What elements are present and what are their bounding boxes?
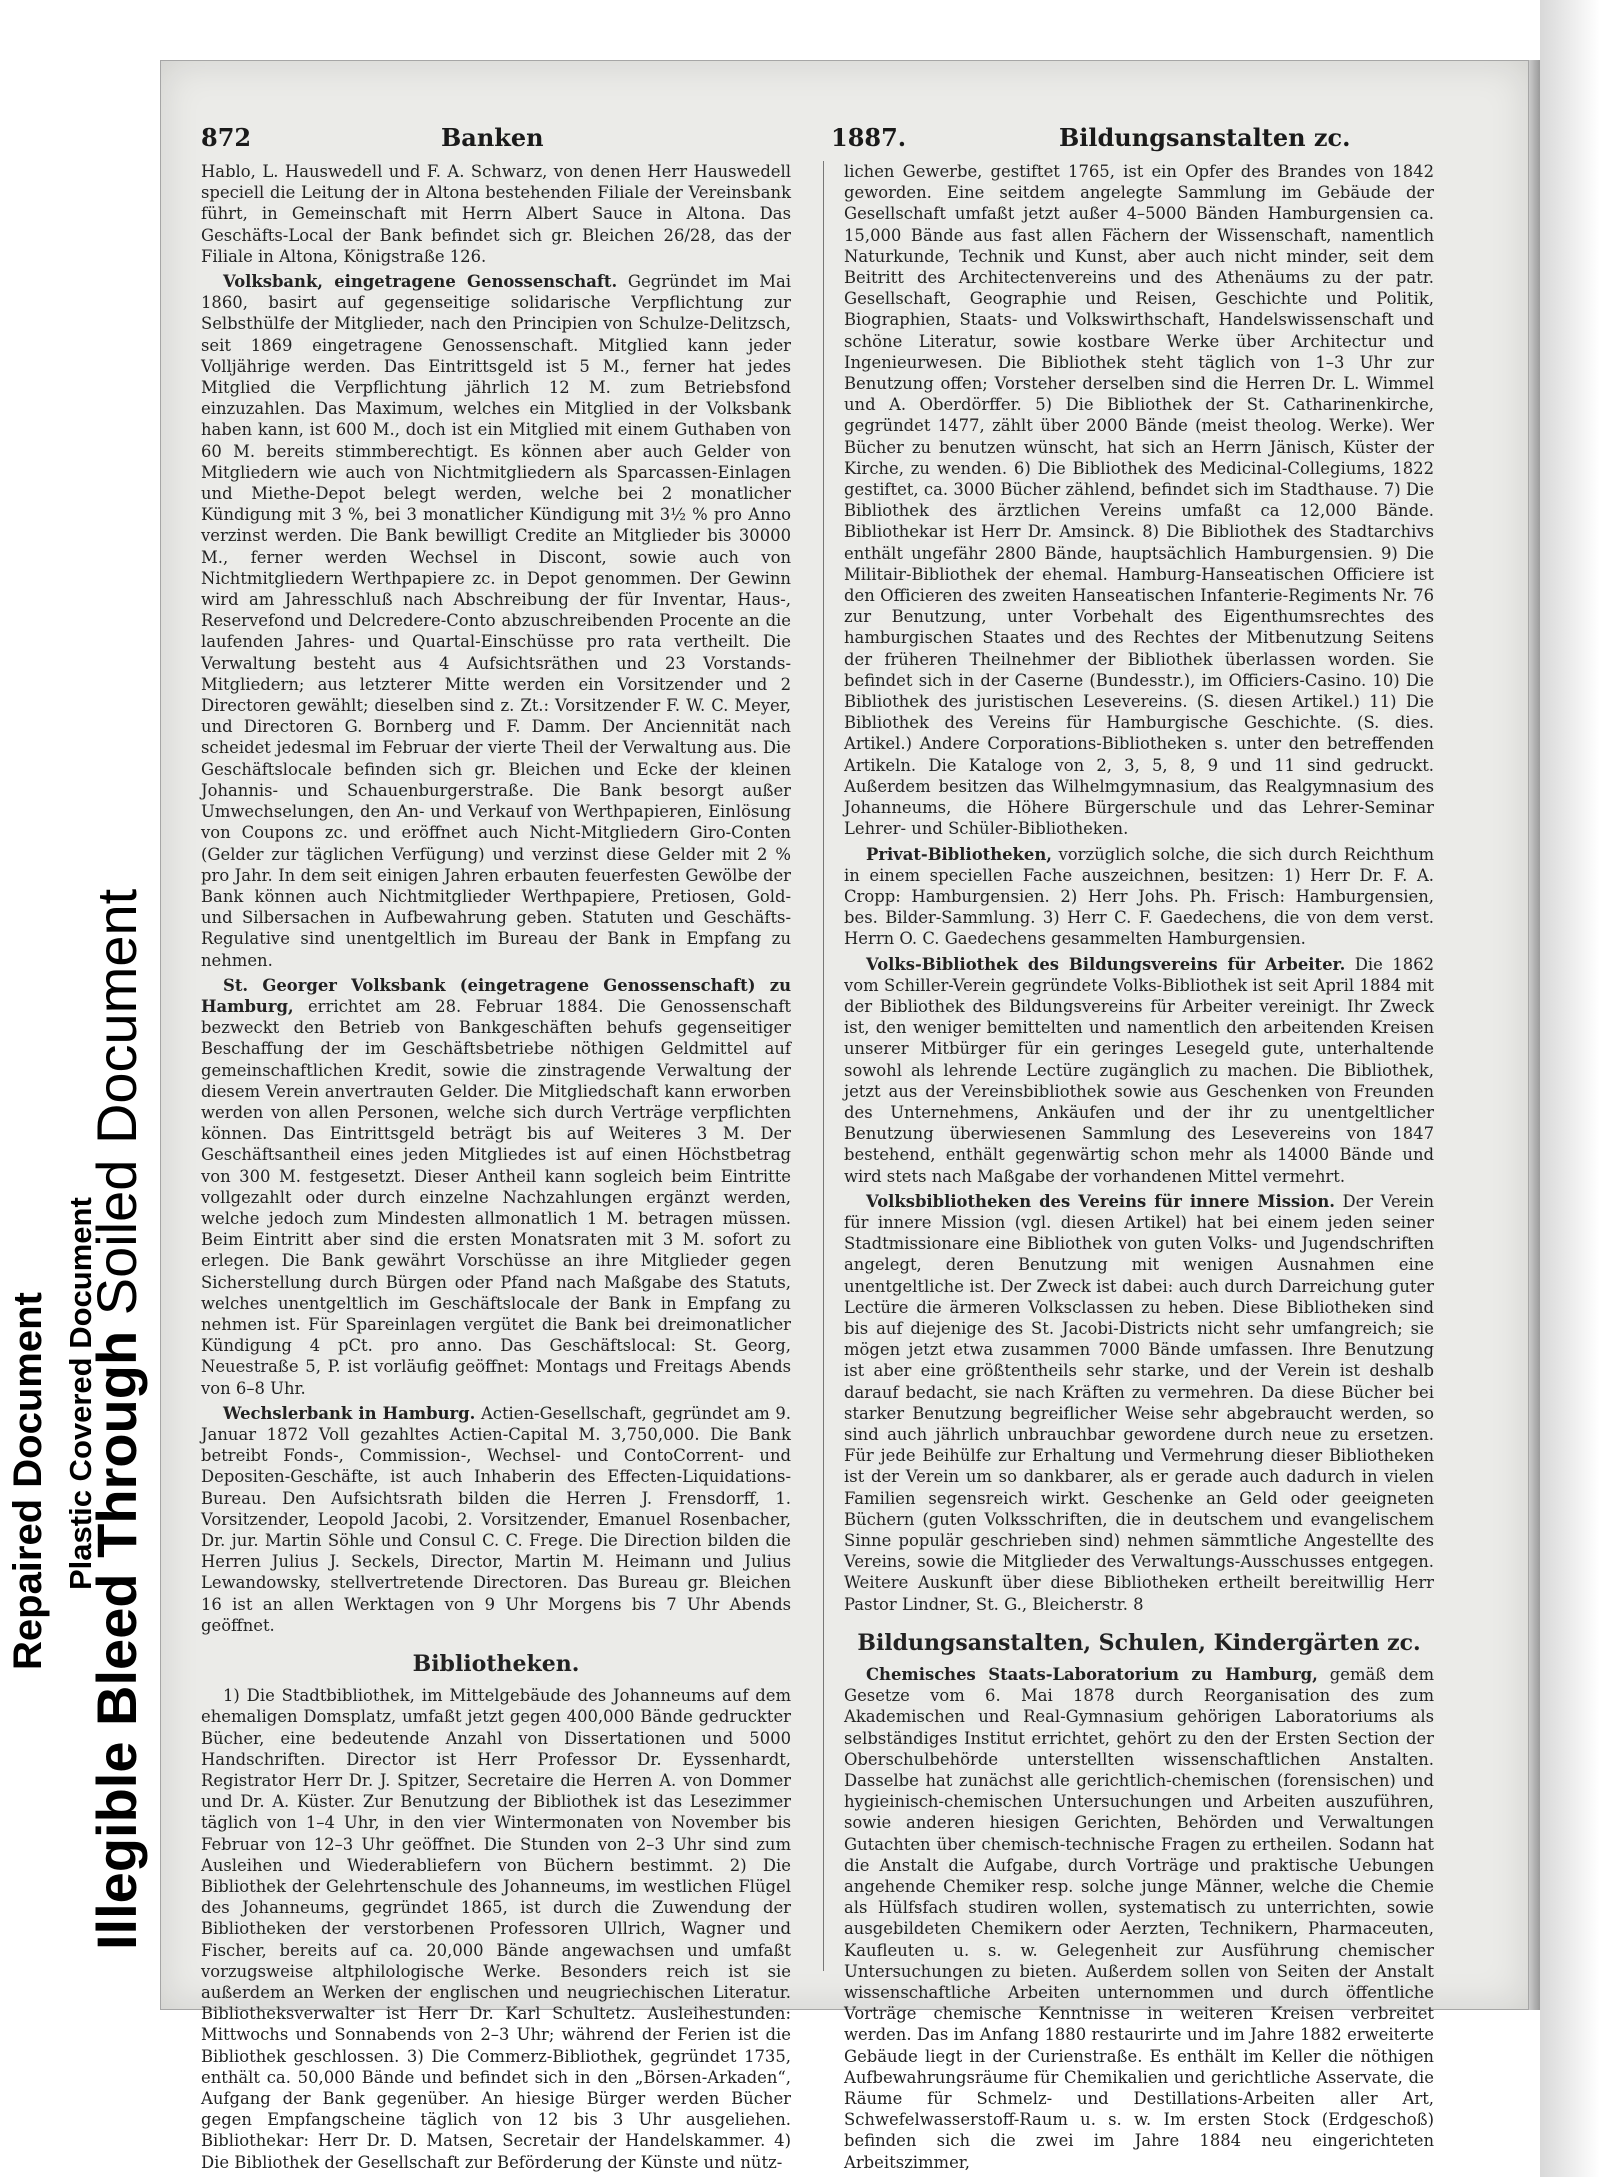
volksbibliothek-heading: Volks-Bibliothek des Bildungsvereins für Arbeiter. [866,954,1346,974]
wechslerbank-entry [201,1403,791,1636]
staatslaboratorium-entry [844,1664,1434,2173]
vereinsbank-continued: Hablo, L. Hauswedell und F. A. Schwarz, von denen Herr Hauswedell speciell die Leitung der in Altona bestehenden Filiale der Vereinsbank führt, in Gemeinschaft mit Herrn Albert Sauce in Altona. Das Geschäfts-Local der Bank befindet sich gr. Bleichen 26/28, das der Filiale in Altona, Königstraße 126. [201,162,791,266]
privat-heading: Privat-Bibliotheken, [866,844,1052,864]
stgeorg-heading: St. Georger Volksbank (eingetragene Genossenschaft) zu Hamburg, [201,975,791,1016]
page-header [201,123,1441,159]
volksbank-heading: Volksbank, eingetragene Genossenschaft. [223,272,618,292]
header-right-title: Bildungsanstalten zc. [1059,123,1351,152]
innere-mission-heading: Volksbibliotheken des Vereins für innere Mission. [866,1191,1335,1211]
innere-mission-text: Der Verein für innere Mission (vgl. diesen Artikel) hat bei einem jeden seiner Stadtmissionare eine Bibliothek von guten Volks- und Jugendschriften angelegt, deren Benutzung mit wenigen Ausnahmen eine unentgeltliche ist. Der Zweck ist dabei: auch durch Darreichung guter Lectüre die ärmeren Volksclassen zu heben. Diese Bibliotheken sind bis auf diejenige des St. Jacobi-Districts nicht sehr umfangreich; sie mögen jetzt etwa zusammen 7000 Bände umfassen. Ihre Benutzung ist aber eine größtentheils sehr starke, und der Verein ist deshalb darauf bedacht, sie nach Kräften zu vermehren. Da diese Bücher bei starker Benutzung begreiflicher Weise sehr abgebraucht werden, so sind auch jährlich unbrauchbar gewordene durch neue zu ersetzen. Für jede Beihülfe zur Erhaltung und Vermehrung dieser Bibliotheken ist der Verein um so dankbarer, als er gerade auch dadurch in vielen Familien segensreich wirkt. Geschenke an Geld oder geeigneten Büchern (guten Volksschriften, die in deutschem und evangelischem Sinne populär geschrieben sind) nehmen sämmtliche Angestellte des Vereins, sowie die Mitglieder des Verwaltungs-Ausschusses entgegen. Weitere Auskunft über diese Bibliotheken ertheilt bereitwillig Herr Pastor Lindner, St. G., Bleicherstr. 8 [844,1191,1434,1614]
condition-stamps-sidebar [0,0,150,2177]
scanned-page [160,60,1529,2172]
volksbank-entry [201,271,791,971]
wechslerbank-text: Actien-Gesellschaft, gegründet am 9. Januar 1872 Voll gezahltes Actien-Capital M. 3,750,000. Die Bank betreibt Fonds-, Commission-, Wechsel- und ContoCorrent- und Depositen-Geschäfte, ist auch Inhaberin des Effecten-Liquidations-Bureau. Den Aufsichtsrath bilden die Herren J. Frensdorff, 1. Vorsitzender, Leopold Jacobi, 2. Vorsitzender, Emanuel Rosenbacher, Dr. jur. Martin Söhle und Consul C. C. Frege. Die Direction bilden die Herren Julius J. Seckels, Director, Martin M. Heimann und Julius Lewandowsky, stellvertretende Directoren. Das Bureau gr. Bleichen 16 ist an allen Werktagen von 9 Uhr Morgens bis 7 Uhr Abends geöffnet. [201,1403,792,1635]
column-divider [823,161,824,1971]
innere-mission-entry [844,1191,1434,1615]
staatslaboratorium-heading: Chemisches Staats-Laboratorium zu Hamburg, [866,1665,1318,1685]
condition-stamp-line [84,889,149,1950]
left-column [201,161,792,2172]
stgeorg-entry [201,975,791,1399]
bleed-through-label: Bleed Through [85,1330,148,1726]
staatslaboratorium-text: gemäß dem Gesetze vom 6. Mai 1878 durch Reorganisation des zum Akademischen und Real-Gymnasium gehörigen Laboratoriums als selbständiges Institut errichtet, gehört zu den der Ersten Section der Oberschulbehörde unterstellten wissenschaftlichen Anstalten. Dasselbe hat zunächst alle gerichtlich-chemischen (forensischen) und hygieinisch-chemischen Untersuchungen und Arbeiten auszuführen, sowie anderen hiesigen Gerichten, Behörden und Verwaltungen Gutachten über chemisch-technische Fragen zu ertheilen. Sodann hat die Anstalt die Aufgabe, durch Vorträge und praktische Uebungen angehende Chemiker resp. solche junge Männer, welche die Chemie als Hülfsfach studiren wollen, systematisch zu unterrichten, sowie ausgebildeten Chemikern oder Aerzten, Technikern, Pharmaceuten, Kaufleuten u. s. w. Gelegenheit zur Ausführung chemischer Untersuchungen zu bieten. Außerdem sollen von Seiten der Anstalt wissenschaftliche Arbeiten unternommen und durch öffentliche Vorträge chemische Kenntnisse in weiteren Kreisen verbreitet werden. Das im Anfang 1880 restaurirte und im Jahre 1882 erweiterte Gebäude liegt in der Curienstraße. Es enthält im Keller die nöthigen Aufbewahrungsräume für Chemikalien und gerichtliche Asservate, die Räume für Schmelz- und Destillations-Arbeiten aller Art, Schwefelwasserstoff-Raum u. s. w. Im ersten Stock (Erdgeschoß) befinden sich die zwei im Jahre 1884 neu eingerichteten Arbeitszimmer, [844,1665,1434,2172]
scan-margin [1540,0,1600,2177]
volksbibliothek-text: Die 1862 vom Schiller-Verein gegründete Volks-Bibliothek ist seit April 1884 mit der Bibliothek des Bildungsvereins für Arbeiter vereinigt. Ihr Zweck ist, den weniger bemittelten und namentlich den arbeitenden Kreisen unserer Mitbürger für ein geringes Lesegeld gute, unterhaltende sowohl als lehrende Lectüre zugänglich zu machen. Die Bibliothek, jetzt aus der Vereinsbibliothek sowie aus Geschenken von Freunden des Unternehmens, Ankäufen und der ihr zu unentgeltlicher Benutzung überwiesenen Sammlung des Lesevereins von 1847 bestehend, enthält gegenwärtig schon mehr als 14000 Bände und wird stets nach Maßgabe der vorhandenen Mittel vermehrt. [844,954,1435,1186]
bibliotheken-text: 1) Die Stadtbibliothek, im Mittelgebäude des Johanneums auf dem ehemaligen Domsplatz, umfaßt jetzt gegen 400,000 Bände gedruckter Bücher, eine bedeutende Anzahl von Dissertationen und 5000 Handschriften. Director ist Herr Professor Dr. Eyssenhardt, Registrator Herr Dr. J. Spitzer, Secretaire die Herren A. von Dommer und Dr. A. Küster. Zur Benutzung der Bibliothek ist das Lesezimmer täglich von 1–4 Uhr, in den vier Wintermonaten von November bis Februar von 12–3 Uhr geöffnet. Die Stunden von 2–3 Uhr sind zum Ausleihen und Wiederabliefern von Büchern bestimmt. 2) Die Bibliothek der Gelehrtenschule des Johanneums, im westlichen Flügel des Johanneums, gegründet 1865, ist durch die Zuwendung der Bibliotheken der verstorbenen Professoren Ullrich, Wagner und Fischer, bereits auf ca. 20,000 Bände angewachsen und umfaßt vorzugsweise altphilologische Werke. Besonders reich ist sie außerdem an Werken der englischen und neugriechischen Literatur. Bibliotheksverwalter ist Herr Dr. Karl Schultetz. Ausleihestunden: Mittwochs und Sonnabends von 2–3 Uhr; während der Ferien ist die Bibliothek geschlossen. 3) Die Commerz-Bibliothek, gegründet 1735, enthält ca. 50,000 Bände und befindet sich in den „Börsen-Arkaden“, Aufgang der Bank gegenüber. An hiesige Bürger werden Bücher gegen Empfangscheine täglich von 12 bis 3 Uhr ausgeliehen. Bibliothekar: Herr Dr. D. Matsen, Secretair der Handelskammer. 4) Die Bibliothek der Gesellschaft zur Beförderung der Künste und nütz- [201,1686,791,2172]
soiled-document-label: Soiled Document [85,888,148,1316]
wechslerbank-heading: Wechslerbank in Hamburg. [223,1403,476,1423]
stgeorg-text: errichtet am 28. Februar 1884. Die Genossenschaft bezweckt den Betrieb von Bankgeschäften behufs gegenseitiger Beschaffung der im Geschäftsbetriebe nöthigen Geldmittel auf gemeinschaftlichen Kredit, sowie die zinstragende Verwaltung der diesem Verein anvertrauten Gelder. Die Mitgliedschaft kann erworben werden von allen Personen, welche sich durch Verträge verpflichten können. Das Eintrittsgeld beträgt bis auf Weiteres 3 M. Der Geschäftsantheil eines jeden Mitgliedes ist auf einen Höchstbetrag von 300 M. festgesetzt. Dieser Antheil kann sogleich beim Eintritte vollgezahlt oder durch einzelne Nachzahlungen ergänzt werden, welche jedoch zum Mindesten allmonatlich 1 M. betragen müssen. Beim Eintritt aber sind die ersten Monatsraten mit 3 M. sofort zu erlegen. Die Bank gewährt Vorschüsse an ihre Mitglieder gegen Sicherstellung durch Bürgen oder Pfand nach Maßgabe des Statuts, welches unentgeltlich im Geschäftslocale der Bank in Empfang zu nehmen ist. Für Spareinlagen vergütet die Bank bei dreimonatlicher Kündigung 4 pCt. pro anno. Das Geschäftslocal: St. Georg, Neuestraße 5, P. ist vorläufig geöffnet: Montags und Freitags Abends von 6–8 Uhr. [201,996,792,1398]
bibliotheken-section-title: Bibliotheken. [412,1651,580,1678]
illegible-label: Illegible [85,1741,148,1950]
bildungsanstalten-section-title: Bildungsanstalten, Schulen, Kindergärten zc. [857,1629,1421,1656]
header-year: 1887. [831,123,907,152]
volksbank-text: Gegründet im Mai 1860, basirt auf gegenseitige solidarische Verpflichtung zur Selbsthülfe der Mitglieder, nach den Principien von Schulze-Delitzsch, seit 1869 eingetragene Genossenschaft. Mitglied kann jeder Volljährige werden. Das Eintrittsgeld ist 5 M., ferner hat jedes Mitglied die Verpflichtung jährlich 12 M. zum Betriebsfond einzuzahlen. Das Maximum, welches ein Mitglied in der Volksbank haben kann, ist 600 M., doch ist ein Mitglied mit einem Guthaben von 60 M. bereits stimmberechtigt. Es können aber auch Gelder von Mitgliedern wie auch von Nichtmitgliedern als Sparcassen-Einlagen und Miethe-Depot belegt werden, welche bei 2 monatlicher Kündigung mit 3 %, bei 3 monatlicher Kündigung mit 3½ % pro Anno verzinst werden. Die Bank bewilligt Credite an Mitglieder bis 30000 M., ferner werden Wechsel in Discont, sowie auch von Nichtmitgliedern Werthpapiere zc. in Depot genommen. Der Gewinn wird am Jahresschluß nach Abschreibung der für Inventar, Haus-, Reservefond und Delcredere-Conto abzuschreibenden Procente an die laufenden Jahres- und Quartal-Einschüsse pro rata vertheilt. Die Verwaltung besteht aus 4 Aufsichtsräthen und 23 Vorstands-Mitgliedern; aus letzterer Mitte werden ein Vorsitzender und 2 Directoren gewählt; dieselben sind z. Zt.: Vorsitzender F. W. C. Meyer, und Directoren G. Bornberg und F. Damm. Der Anciennität nach scheidet jedesmal im Februar der vierte Theil der Verwaltung aus. Die Geschäftslocale befinden sich gr. Bleichen und Ecke der kleinen Johannis- und Schauenburgerstraße. Die Bank besorgt außer Umwechselungen, den An- und Verkauf von Werthpapieren, Einlösung von Coupons zc. und eröffnet auch Nicht-Mitgliedern Giro-Conten (Gelder zur täglichen Verfügung) und verzinst diese Gelder mit 2 % pro Jahr. In dem seit einigen Jahren erbauten feuerfesten Gewölbe der Bank können auch Nichtmitglieder Werthpapiere, Pretiosen, Gold- und Silbersachen in Aufbewahrung geben. Statuten und Geschäfts-Regulative sind unentgeltlich im Bureau der Bank in Empfang zu nehmen. [201,272,791,970]
volksbibliothek-entry [844,954,1434,1187]
repaired-document-stamp: Repaired Document [6,1292,50,1670]
plastic-covered-label: Plastic Covered Document [63,1197,98,1590]
privat-text: vorzüglich solche, die sich durch Reichthum in einem speciellen Fache auszeichnen, besitzen: 1) Herr Dr. F. A. Cropp: Hamburgensien. 2) Herr Johs. Ph. Frisch: Hamburgensien, bes. Bilder-Sammlung. 3) Herr C. F. Gaedechens, die von dem verst. Herrn O. C. Gaedechens gesammelten Hamburgensien. [844,844,1434,949]
right-column [844,161,1435,2172]
bibliotheken-continued: lichen Gewerbe, gestiftet 1765, ist ein Opfer des Brandes von 1842 geworden. Eine seitdem angelegte Sammlung im Gebäude der Gesellschaft umfaßt jetzt außer 4–5000 Bänden Hamburgensien ca. 15,000 Bände aus fast allen Fächern der Wissenschaft, namentlich Naturkunde, Technik und Kunst, aber auch nicht minder, seit dem Beitritt des Architectenvereins und des Athenäums zu der patr. Gesellschaft, Geographie und Reisen, Geschichte und Politik, Biographien, Staats- und Volkswirthschaft, Handelswissenschaft und schöne Literatur, sowie kostbare Werke über Architectur und Ingenieurwesen. Die Bibliothek steht täglich von 1–3 Uhr zur Benutzung offen; Vorsteher derselben sind die Herren Dr. L. Wimmel und A. Oberdörffer. 5) Die Bibliothek der St. Catharinenkirche, gegründet 1477, zählt über 2000 Bände (meist theolog. Werke). Wer Bücher zu benutzen wünscht, hat sich an Herrn Jänisch, Küster der Kirche, zu wenden. 6) Die Bibliothek des Medicinal-Collegiums, 1822 gestiftet, ca. 3000 Bücher zählend, befindet sich im Stadthause. 7) Die Bibliothek des ärztlichen Vereins umfaßt ca 12,000 Bände. Bibliothekar ist Herr Dr. Amsinck. 8) Die Bibliothek des Stadtarchivs enthält ungefähr 2800 Bände, hauptsächlich Hamburgensien. 9) Die Militair-Bibliothek der ehemal. Hamburg-Hanseatischen Officiere ist den Officieren des zweiten Hanseatischen Infanterie-Regiments Nr. 76 zur Benutzung, unter Vorbehalt des Eigenthumsrechtes des hamburgischen Staates und des Rechtes der Mitbenutzung Seitens der früheren Theilnehmer der Bibliothek überlassen worden. Sie befindet sich in der Caserne (Bundesstr.), im Officiers-Casino. 10) Die Bibliothek des juristischen Lesevereins. (S. diesen Artikel.) 11) Die Bibliothek des Vereins für Hamburgische Geschichte. (S. dies. Artikel.) Andere Corporations-Bibliotheken s. unter den betreffenden Artikeln. Die Kataloge von 2, 3, 5, 8, 9 und 11 sind gedruckt. Außerdem besitzen das Wilhelmgymnasium, das Realgymnasium des Johanneums, die Höhere Bürgerschule und das Lehrer-Seminar Lehrer- und Schüler-Bibliotheken. [844,162,1434,839]
privat-entry [844,844,1434,950]
header-left-title: Banken [441,123,544,152]
page-number: 872 [201,123,252,152]
